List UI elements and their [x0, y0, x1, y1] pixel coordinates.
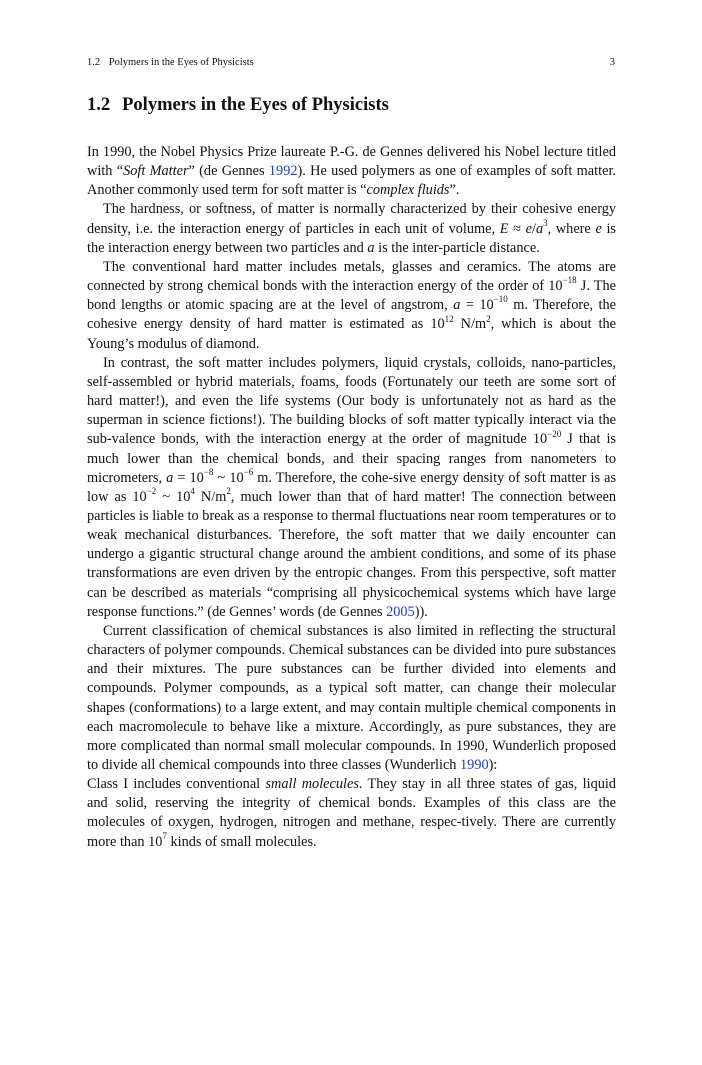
paragraph-1: In 1990, the Nobel Physics Prize laureate P.-G. de Gennes delivered his Nobel lecture titled with “Soft Matter” (de Gennes 1992). He used polymers as one of examples of soft matter. Another commonly used term for soft matter is “complex fluids”.: [87, 144, 616, 199]
running-header: [87, 57, 615, 68]
running-header-section: 1.2: [87, 57, 101, 68]
body-text: [87, 143, 616, 852]
paragraph-5: Current classification of chemical substances is also limited in reflecting the structural characters of polymer compounds. Chemical substances can be divided into pure substances and their mixtures. The pure substances can be further divided into elements and compounds. Polymer compounds, as a typical soft matter, can change their molecular shapes (conformations) to a large extent, and may contain multiple chemical components in each macromolecule to behave like a mixture. Accordingly, as pure substances, they are more complicated than normal small molecular compounds. In 1990, Wunderlich proposed to divide all chemical compounds into three classes (Wunderlich 1990):: [87, 622, 616, 773]
citation-link[interactable]: 1990: [460, 757, 489, 773]
page-number: 3: [609, 57, 615, 68]
section-title: Polymers in the Eyes of Physicists: [122, 95, 389, 115]
paragraph-4: In contrast, the soft matter includes polymers, liquid crystals, colloids, nano-particles, self-assembled or hybrid materials, foams, foods (Fortunately our teeth are some sort of hard matter!), and even the life systems (Our body is unfortunately not as hard as the superman in science fictions!). The building blocks of soft matter typically interact via the sub-valence bonds, with the interaction energy at the order of magnitude $10^{-20}$ J that is much lower than the chemical bonds, and their spacing ranges from nanometers to micrometers, $a = 10^{-8}$ ~ $10^{-6}$ m. Therefore, the cohe-sive energy density of soft matter is as low as $10^{-2}$ ~ $10^4$ $N/m^2$, much lower than that of hard matter! The connection between particles is liable to break as a response to thermal fluctuations near room temperatures or to weak mechanical disturbances. Therefore, the soft matter that we daily encounter can undergo a gigantic structural change around the ambient conditions, and some of its phase transformations are even driven by the entropic changes. From this perspective, soft matter can be described as materials “comprising all physicochemical systems which have large response functions.” (de Gennes’ words (de Gennes 2005)).: [87, 354, 617, 620]
paragraph-2: The hardness, or softness, of matter is normally characterized by their cohesive energy density, i.e. the interaction energy of particles in each unit of volume, $E \approx e/a^3$, where e is the interaction energy between two particles and a is the inter-particle distance.: [87, 201, 616, 256]
citation-link[interactable]: 1992: [268, 163, 298, 180]
running-header-title: [87, 57, 254, 68]
running-header-text: Polymers in the Eyes of Physicists: [108, 57, 254, 68]
section-number: 1.2: [87, 95, 111, 115]
citation-link[interactable]: 2005: [386, 603, 415, 620]
paragraph-3: The conventional hard matter includes metals, glasses and ceramics. The atoms are connected by strong chemical bonds with the interaction energy of the order of $10^{-18}$ J. The bond lengths or atomic spacing are at the level of angstrom, $a = 10^{-10}$ m. Therefore, the cohesive energy density of hard matter is estimated as $10^{12}$ $N/m^2$, which is about the Young’s modulus of diamond.: [87, 258, 617, 352]
section-heading: [87, 95, 389, 116]
class-i-paragraph: Class I includes conventional small molecules. They stay in all three states of gas, liquid and solid, reserving the integrity of chemical bonds. Examples of this class are the molecules of oxygen, hydrogen, nitrogen and methane, respec-tively. There are currently more than $10^7$ kinds of small molecules.: [87, 776, 616, 850]
